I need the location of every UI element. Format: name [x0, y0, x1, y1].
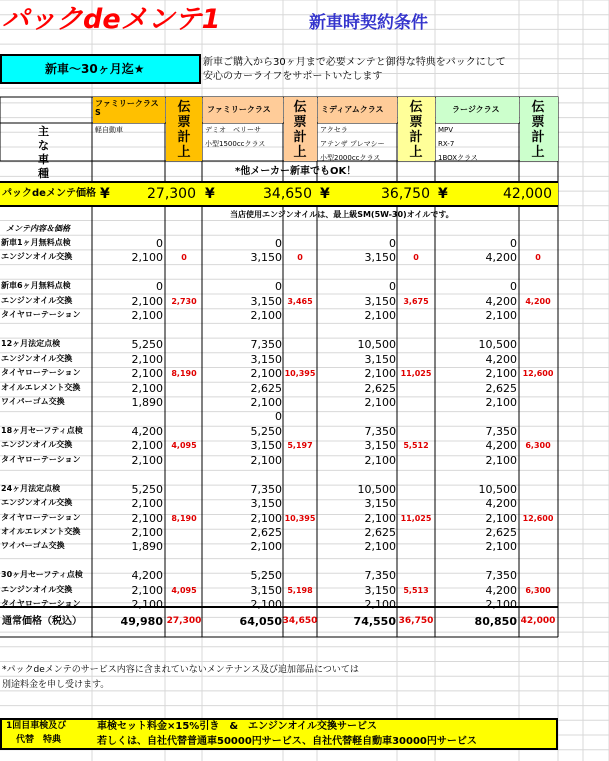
row-value-1: 2,100 — [131, 511, 163, 525]
row-value-4: 7,350 — [485, 569, 517, 583]
denpyo-col1-char4: 上 — [177, 145, 191, 160]
row-value-4: 2,100 — [485, 367, 517, 381]
group-denpyo-1-1: 0 — [181, 253, 187, 263]
vehicle-label-1: 主 — [38, 125, 49, 138]
row-value-4: 10,500 — [478, 338, 517, 352]
row-value-2: 5,250 — [250, 569, 282, 583]
note-2: 別途料金を申し受けます。 — [2, 680, 110, 690]
car-3-2: アテンザ プレマシー — [320, 140, 385, 148]
group-denpyo-6-2: 5,198 — [287, 585, 313, 595]
group-denpyo-4-1: 4,095 — [171, 441, 197, 451]
row-value-4: 2,100 — [485, 511, 517, 525]
row-value-3: 2,100 — [364, 540, 396, 554]
row-value-2: 3,150 — [250, 294, 282, 308]
row-value-4: 2,100 — [485, 395, 517, 409]
row-value-2: 2,100 — [250, 598, 282, 612]
row-value-3: 2,100 — [364, 367, 396, 381]
row-value-2: 0 — [275, 410, 282, 424]
total-denpyo-1: 27,300 — [166, 616, 202, 626]
row-value-2: 5,250 — [250, 424, 282, 438]
row-value-4: 2,100 — [485, 540, 517, 554]
row-value-1: 2,100 — [131, 367, 163, 381]
row-value-4: 0 — [510, 237, 517, 250]
denpyo-col2-char1: 伝 — [293, 100, 307, 115]
row-label: オイルエレメント交換 — [1, 527, 81, 536]
vehicle-label-2: な — [38, 139, 49, 152]
note-1: *パックdeメンテのサービス内容に含まれていないメンテナンス及び追加部品については — [2, 665, 359, 675]
denpyo-col1-char2: 票 — [177, 115, 191, 130]
group-denpyo-2-3: 3,675 — [403, 296, 429, 306]
price-value-1: 27,300 — [147, 186, 196, 202]
total-denpyo-2: 34,650 — [282, 616, 318, 626]
row-value-3: 3,150 — [364, 583, 396, 597]
vehicle-label-3: 車 — [38, 153, 49, 166]
class-name-2: ファミリークラス — [207, 105, 271, 114]
price-yen-4: ¥ — [438, 186, 448, 202]
group-denpyo-3-2: 10,395 — [284, 369, 316, 379]
row-value-1: 4,200 — [131, 569, 163, 583]
group-denpyo-2-1: 2,730 — [171, 296, 197, 306]
denpyo-col4-char3: 計 — [531, 130, 545, 145]
denpyo-col2-char2: 票 — [293, 115, 307, 130]
denpyo-col1-char3: 計 — [177, 130, 191, 145]
row-value-2: 0 — [275, 237, 282, 250]
row-value-4: 2,100 — [485, 453, 517, 467]
denpyo-col3-char3: 計 — [409, 130, 423, 145]
row-value-3: 7,350 — [364, 424, 396, 438]
row-label: タイヤローテーション — [1, 310, 81, 320]
group-denpyo-2-4: 4,200 — [525, 296, 551, 306]
row-value-3: 2,100 — [364, 598, 396, 612]
row-label: ワイパーゴム交換 — [1, 541, 65, 551]
benefit-label-2: 代替 特典 — [16, 735, 62, 745]
row-value-2: 7,350 — [250, 338, 282, 352]
group-denpyo-1-4: 0 — [535, 253, 541, 263]
row-value-3: 0 — [389, 237, 396, 250]
row-label: エンジンオイル交換 — [1, 584, 73, 594]
vehicle-label-4: 種 — [38, 167, 49, 180]
group-denpyo-1-3: 0 — [413, 253, 419, 263]
row-value-2: 2,625 — [250, 381, 282, 395]
row-value-1: 2,100 — [131, 309, 163, 323]
row-value-4: 2,625 — [485, 526, 517, 539]
row-value-3: 3,150 — [364, 294, 396, 308]
row-value-1: 1,890 — [131, 540, 163, 554]
row-value-2: 2,100 — [250, 540, 282, 554]
page-title: パックdeメンテ1 — [2, 4, 221, 35]
group-denpyo-6-3: 5,513 — [403, 585, 429, 595]
row-value-2: 2,100 — [250, 511, 282, 525]
row-label: エンジンオイル交換 — [1, 252, 73, 262]
group-denpyo-4-4: 6,300 — [525, 441, 551, 451]
total-denpyo-4: 42,000 — [520, 616, 556, 626]
price-value-3: 36,750 — [381, 186, 430, 202]
class-name-4: ラージクラス — [452, 105, 500, 114]
row-label: 新車1ヶ月無料点検 — [1, 238, 71, 247]
benefit-label-1: 1回目車検及び — [6, 721, 67, 731]
row-value-1: 0 — [156, 237, 163, 250]
group-denpyo-3-1: 8,190 — [171, 369, 197, 379]
denpyo-col1-char1: 伝 — [177, 100, 191, 115]
row-value-2: 3,150 — [250, 251, 282, 265]
price-label: パックdeメンテ価格 — [2, 188, 96, 199]
row-value-4: 4,200 — [485, 251, 517, 265]
row-label: 30ヶ月セーフティ点検 — [1, 570, 83, 580]
row-value-4: 10,500 — [478, 482, 517, 496]
row-value-1: 5,250 — [131, 482, 163, 496]
row-label: タイヤローテーション — [1, 454, 81, 464]
car-3-1: アクセラ — [320, 126, 348, 134]
row-value-3: 2,100 — [364, 395, 396, 409]
price-yen-3: ¥ — [320, 186, 330, 202]
row-value-1: 4,200 — [131, 424, 163, 438]
car-2-1: デミオ ベリーサ — [205, 126, 261, 134]
row-label: エンジンオイル交換 — [1, 295, 73, 305]
row-value-1: 0 — [156, 280, 163, 294]
car-2-2: 小型1500ccクラス — [205, 140, 266, 148]
total-value-3: 74,550 — [353, 615, 396, 628]
row-value-3: 3,150 — [364, 439, 396, 453]
car-3-3: 小型2000ccクラス — [320, 154, 381, 162]
denpyo-col4-char2: 票 — [531, 115, 545, 130]
row-value-3: 3,150 — [364, 497, 396, 511]
row-value-3: 10,500 — [357, 482, 396, 496]
row-value-4: 0 — [510, 280, 517, 294]
denpyo-col3-char2: 票 — [409, 115, 423, 130]
row-value-3: 2,100 — [364, 511, 396, 525]
group-denpyo-3-4: 12,600 — [522, 369, 554, 379]
row-value-2: 3,150 — [250, 583, 282, 597]
other-makers-note: *他メーカー新車でもOK！ — [235, 166, 357, 177]
row-value-3: 2,625 — [364, 526, 396, 539]
row-value-3: 2,625 — [364, 381, 396, 395]
car-4-1: MPV — [438, 126, 454, 134]
row-value-1: 5,250 — [131, 338, 163, 352]
denpyo-col4-char4: 上 — [531, 145, 545, 160]
row-value-1: 2,100 — [131, 251, 163, 265]
group-denpyo-6-4: 6,300 — [525, 585, 551, 595]
row-label: 24ヶ月法定点検 — [1, 483, 61, 493]
row-value-3: 3,150 — [364, 352, 396, 366]
price-value-2: 34,650 — [263, 186, 312, 202]
price-value-4: 42,000 — [503, 186, 552, 202]
row-value-2: 2,100 — [250, 309, 282, 323]
row-value-2: 0 — [275, 280, 282, 294]
row-value-2: 7,350 — [250, 482, 282, 496]
row-value-4: 2,625 — [485, 381, 517, 395]
row-value-3: 10,500 — [357, 338, 396, 352]
denpyo-col2-char4: 上 — [293, 145, 307, 160]
car-1-1: 軽自動車 — [95, 126, 123, 134]
row-label: タイヤローテーション — [1, 599, 81, 609]
row-label: エンジンオイル交換 — [1, 440, 73, 450]
row-label: ワイパーゴム交換 — [1, 396, 65, 406]
row-value-2: 2,100 — [250, 367, 282, 381]
group-denpyo-5-3: 11,025 — [400, 513, 432, 523]
row-label: エンジンオイル交換 — [1, 353, 73, 363]
row-value-4: 4,200 — [485, 294, 517, 308]
group-denpyo-5-1: 8,190 — [171, 513, 197, 523]
row-value-1: 2,100 — [131, 352, 163, 366]
row-value-2: 3,150 — [250, 497, 282, 511]
total-denpyo-3: 36,750 — [398, 616, 434, 626]
total-value-1: 49,980 — [120, 615, 163, 628]
car-4-3: 1BOXクラス — [438, 154, 478, 162]
row-value-1: 2,100 — [131, 453, 163, 467]
denpyo-col3-char4: 上 — [409, 145, 423, 160]
header-desc-2: 安心のカーライフをサポートいたします — [203, 71, 383, 82]
benefit-line-2: 若しくは、自社代替普通車50000円サービス、自社代替軽自動車30000円サービス — [97, 736, 477, 747]
denpyo-col4-char1: 伝 — [531, 100, 545, 115]
header-desc-1: 新車ご購入から30ヶ月まで必要メンテと御得な特典をパックにして — [203, 57, 506, 68]
row-value-1: 2,100 — [131, 381, 163, 395]
group-denpyo-4-3: 5,512 — [403, 441, 429, 451]
row-value-2: 3,150 — [250, 439, 282, 453]
row-value-2: 2,100 — [250, 395, 282, 409]
denpyo-col3-char1: 伝 — [409, 100, 423, 115]
price-yen-1: ¥ — [100, 186, 110, 202]
class-name-3: ミディアムクラス — [321, 105, 384, 114]
row-value-2: 3,150 — [250, 352, 282, 366]
car-4-2: RX-7 — [438, 140, 455, 148]
row-value-4: 4,200 — [485, 583, 517, 597]
row-value-2: 2,625 — [250, 526, 282, 539]
row-value-4: 7,350 — [485, 424, 517, 438]
row-label: タイヤローテーション — [1, 368, 81, 378]
price-yen-2: ¥ — [205, 186, 215, 202]
row-label: エンジンオイル交換 — [1, 498, 73, 508]
total-value-4: 80,850 — [474, 615, 517, 628]
row-value-4: 4,200 — [485, 497, 517, 511]
page-subtitle: 新車時契約条件 — [309, 13, 428, 33]
benefit-line-1: 車検セット料金×15%引き & エンジンオイル交換サービス — [97, 721, 378, 732]
row-label: オイルエレメント交換 — [1, 382, 81, 392]
total-value-2: 64,050 — [239, 615, 282, 628]
row-value-2: 2,100 — [250, 453, 282, 467]
group-denpyo-4-2: 5,197 — [287, 441, 313, 451]
group-denpyo-3-3: 11,025 — [400, 369, 432, 379]
denpyo-col2-char3: 計 — [293, 130, 307, 145]
row-value-4: 2,100 — [485, 309, 517, 323]
row-value-3: 7,350 — [364, 569, 396, 583]
row-value-1: 2,100 — [131, 598, 163, 612]
group-denpyo-5-4: 12,600 — [522, 513, 554, 523]
row-value-1: 1,890 — [131, 395, 163, 409]
group-denpyo-6-1: 4,095 — [171, 585, 197, 595]
row-value-1: 2,100 — [131, 497, 163, 511]
row-label: 12ヶ月法定点検 — [1, 339, 61, 349]
row-value-3: 3,150 — [364, 251, 396, 265]
row-value-1: 2,100 — [131, 294, 163, 308]
row-value-3: 0 — [389, 280, 396, 294]
total-label: 通常価格（税込） — [2, 616, 82, 627]
menu-header: メンテ内容＆価格 — [6, 224, 70, 233]
row-value-3: 2,100 — [364, 309, 396, 323]
row-value-4: 4,200 — [485, 352, 517, 366]
class-name-1: ファミリークラスS — [95, 99, 159, 117]
row-value-4: 4,200 — [485, 439, 517, 453]
row-label: 18ヶ月セーフティ点検 — [1, 425, 83, 435]
group-denpyo-5-2: 10,395 — [284, 513, 316, 523]
row-value-3: 2,100 — [364, 453, 396, 467]
group-denpyo-2-2: 3,465 — [287, 296, 313, 306]
row-label: 新車6ヶ月無料点検 — [1, 281, 71, 291]
group-denpyo-1-2: 0 — [297, 253, 303, 263]
row-value-4: 2,100 — [485, 598, 517, 612]
oil-note: 当店使用エンジンオイルは、最上級SM(5W-30)オイルです。 — [230, 210, 454, 219]
row-value-1: 2,100 — [131, 526, 163, 539]
row-value-1: 2,100 — [131, 583, 163, 597]
row-value-1: 2,100 — [131, 439, 163, 453]
header-label: 新車～30ヶ月迄★ — [45, 62, 145, 76]
row-label: タイヤローテーション — [1, 512, 81, 522]
